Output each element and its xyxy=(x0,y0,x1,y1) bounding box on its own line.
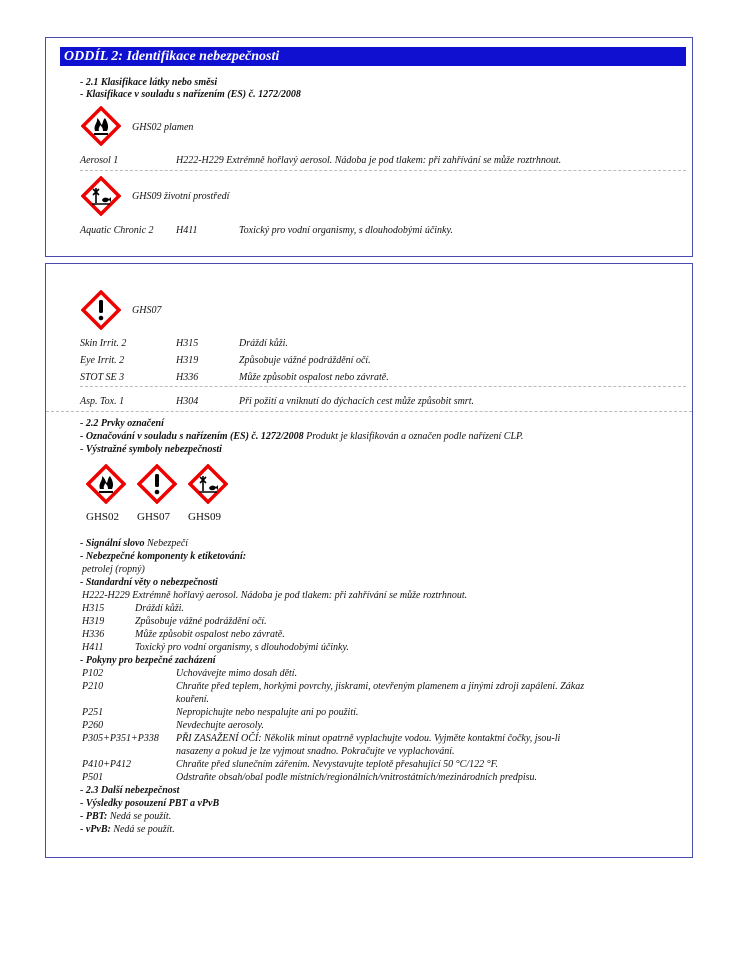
precaution-text: Chraňte před slunečním zářením. Nevystavujte teplotě přesahující 50 °C/122 °F. xyxy=(176,759,498,770)
heading-2-2: - 2.2 Prvky označení xyxy=(80,418,164,429)
section-title: ODDÍL 2: Identifikace nebezpečnosti xyxy=(60,47,686,66)
hazardous-component: petrolej (ropný) xyxy=(82,564,145,575)
precaution-code: P210 xyxy=(82,681,104,692)
divider xyxy=(46,411,692,412)
precaution-text: Uchovávejte mimo dosah dětí. xyxy=(176,668,298,679)
hazard-statement-h222: H222-H229 Extrémně hořlavý aerosol. Nádoba je pod tlakem: při zahřívání se může roztrhnout. xyxy=(82,590,468,601)
vpvb-value: Nedá se použít. xyxy=(110,824,175,835)
hazard-text: Může způsobit ospalost nebo závratě. xyxy=(135,629,285,640)
hazard-text: Toxický pro vodní organismy, s dlouhodobými účinky. xyxy=(135,642,349,653)
pbt-vpvb-heading: - Výsledky posouzení PBT a vPvB xyxy=(80,798,220,809)
class-row-4-class: Asp. Tox. 1 xyxy=(80,396,125,407)
divider xyxy=(80,170,686,171)
label-regulation-text: Produkt je klasifikován a označen podle nařízení CLP. xyxy=(303,431,524,442)
precaution-text: Nevdechujte aerosoly. xyxy=(176,720,264,731)
pbt-label: - PBT: xyxy=(80,811,108,822)
ghs02-flame-icon xyxy=(81,106,121,146)
precaution-text: Odstraňte obsah/obal podle místních/regionálních/vnitrostátních/mezinárodních predpisu. xyxy=(176,772,537,783)
signal-word-heading: - Signální slovo xyxy=(80,538,145,549)
hazardous-components-heading: - Nebezpečné komponenty k etiketování: xyxy=(80,551,247,562)
pbt-value: Nedá se použít. xyxy=(107,811,172,822)
hazard-text: Způsobuje vážné podráždění očí. xyxy=(135,616,267,627)
ghs07-exclamation-icon xyxy=(137,464,177,504)
hazard-code: H319 xyxy=(82,616,105,627)
hazard-code: H411 xyxy=(82,642,104,653)
vpvb-label: - vPvB: xyxy=(80,824,111,835)
class-row-3-text: Může způsobit ospalost nebo závratě. xyxy=(239,372,389,383)
symbol-label-ghs09: GHS09 xyxy=(188,511,222,523)
ghs07-exclamation-icon xyxy=(81,290,121,330)
precautionary-heading: - Pokyny pro bezpečné zacházení xyxy=(80,655,216,666)
section-2-panel-top xyxy=(45,37,693,257)
label-regulation-heading: - Označování v souladu s nařízením (ES) č. 1272/2008 xyxy=(80,431,304,442)
class-row-3-class: STOT SE 3 xyxy=(80,372,125,383)
precaution-code: P410+P412 xyxy=(82,759,131,770)
class-row-2-code: H319 xyxy=(176,355,199,366)
hazard-statements-heading: - Standardní věty o nebezpečnosti xyxy=(80,577,218,588)
hazard-code: H336 xyxy=(82,629,105,640)
precaution-code: P251 xyxy=(82,707,104,718)
precaution-text: Nepropichujte nebo nespalujte ani po použití. xyxy=(176,707,359,718)
aquatic-code: H411 xyxy=(176,225,198,236)
ghs02-flame-icon xyxy=(86,464,126,504)
symbol-label-ghs02: GHS02 xyxy=(86,511,120,523)
aerosol-class: Aerosol 1 xyxy=(80,155,119,166)
heading-2-1: - 2.1 Klasifikace látky nebo směsi xyxy=(80,77,218,88)
heading-classification: - Klasifikace v souladu s nařízením (ES) č. 1272/2008 xyxy=(80,89,301,100)
ghs09-label: GHS09 životní prostředí xyxy=(132,191,230,202)
divider xyxy=(80,386,686,387)
precaution-text: PŘI ZASAŽENÍ OČÍ: Několik minut opatrně vyplachujte vodou. Vyjměte kontaktní čočky, jsou-li xyxy=(176,733,561,744)
precaution-code: P102 xyxy=(82,668,104,679)
precaution-code: P305+P351+P338 xyxy=(82,733,159,744)
ghs02-label: GHS02 plamen xyxy=(132,122,194,133)
signal-word: Nebezpečí xyxy=(144,538,189,549)
class-row-2-class: Eye Irrit. 2 xyxy=(80,355,125,366)
section-2-panel-bottom xyxy=(45,263,693,858)
class-row-4-text: Při požití a vniknutí do dýchacích cest může způsobit smrt. xyxy=(239,396,474,407)
hazard-text: Dráždí kůži. xyxy=(135,603,184,614)
aerosol-statement: H222-H229 Extrémně hořlavý aerosol. Nádoba je pod tlakem: při zahřívání se může roztrhnout. xyxy=(176,155,562,166)
precaution-code: P501 xyxy=(82,772,104,783)
precaution-text-continued: kouření. xyxy=(176,694,210,705)
precaution-code: P260 xyxy=(82,720,104,731)
symbol-label-ghs07: GHS07 xyxy=(137,511,171,523)
aquatic-class: Aquatic Chronic 2 xyxy=(80,225,154,236)
ghs09-environment-icon xyxy=(81,176,121,216)
class-row-4-code: H304 xyxy=(176,396,199,407)
hazard-symbols-heading: - Výstražné symboly nebezpečnosti xyxy=(80,444,222,455)
ghs09-environment-icon xyxy=(188,464,228,504)
class-row-1-code: H315 xyxy=(176,338,199,349)
class-row-1-text: Dráždí kůži. xyxy=(239,338,288,349)
class-row-1-class: Skin Irrit. 2 xyxy=(80,338,127,349)
class-row-2-text: Způsobuje vážné podráždění očí. xyxy=(239,355,371,366)
aquatic-statement: Toxický pro vodní organismy, s dlouhodobými účinky. xyxy=(239,225,453,236)
hazard-code: H315 xyxy=(82,603,105,614)
heading-2-3: - 2.3 Další nebezpečnost xyxy=(80,785,180,796)
precaution-text: Chraňte před teplem, horkými povrchy, jiskrami, otevřeným plamenem a jinými zdroji zapálení. Zákaz xyxy=(176,681,585,692)
class-row-3-code: H336 xyxy=(176,372,199,383)
precaution-text-continued: nasazeny a pokud je lze vyjmout snadno. Pokračujte ve vyplachování. xyxy=(176,746,455,757)
ghs07-label: GHS07 xyxy=(132,305,162,316)
